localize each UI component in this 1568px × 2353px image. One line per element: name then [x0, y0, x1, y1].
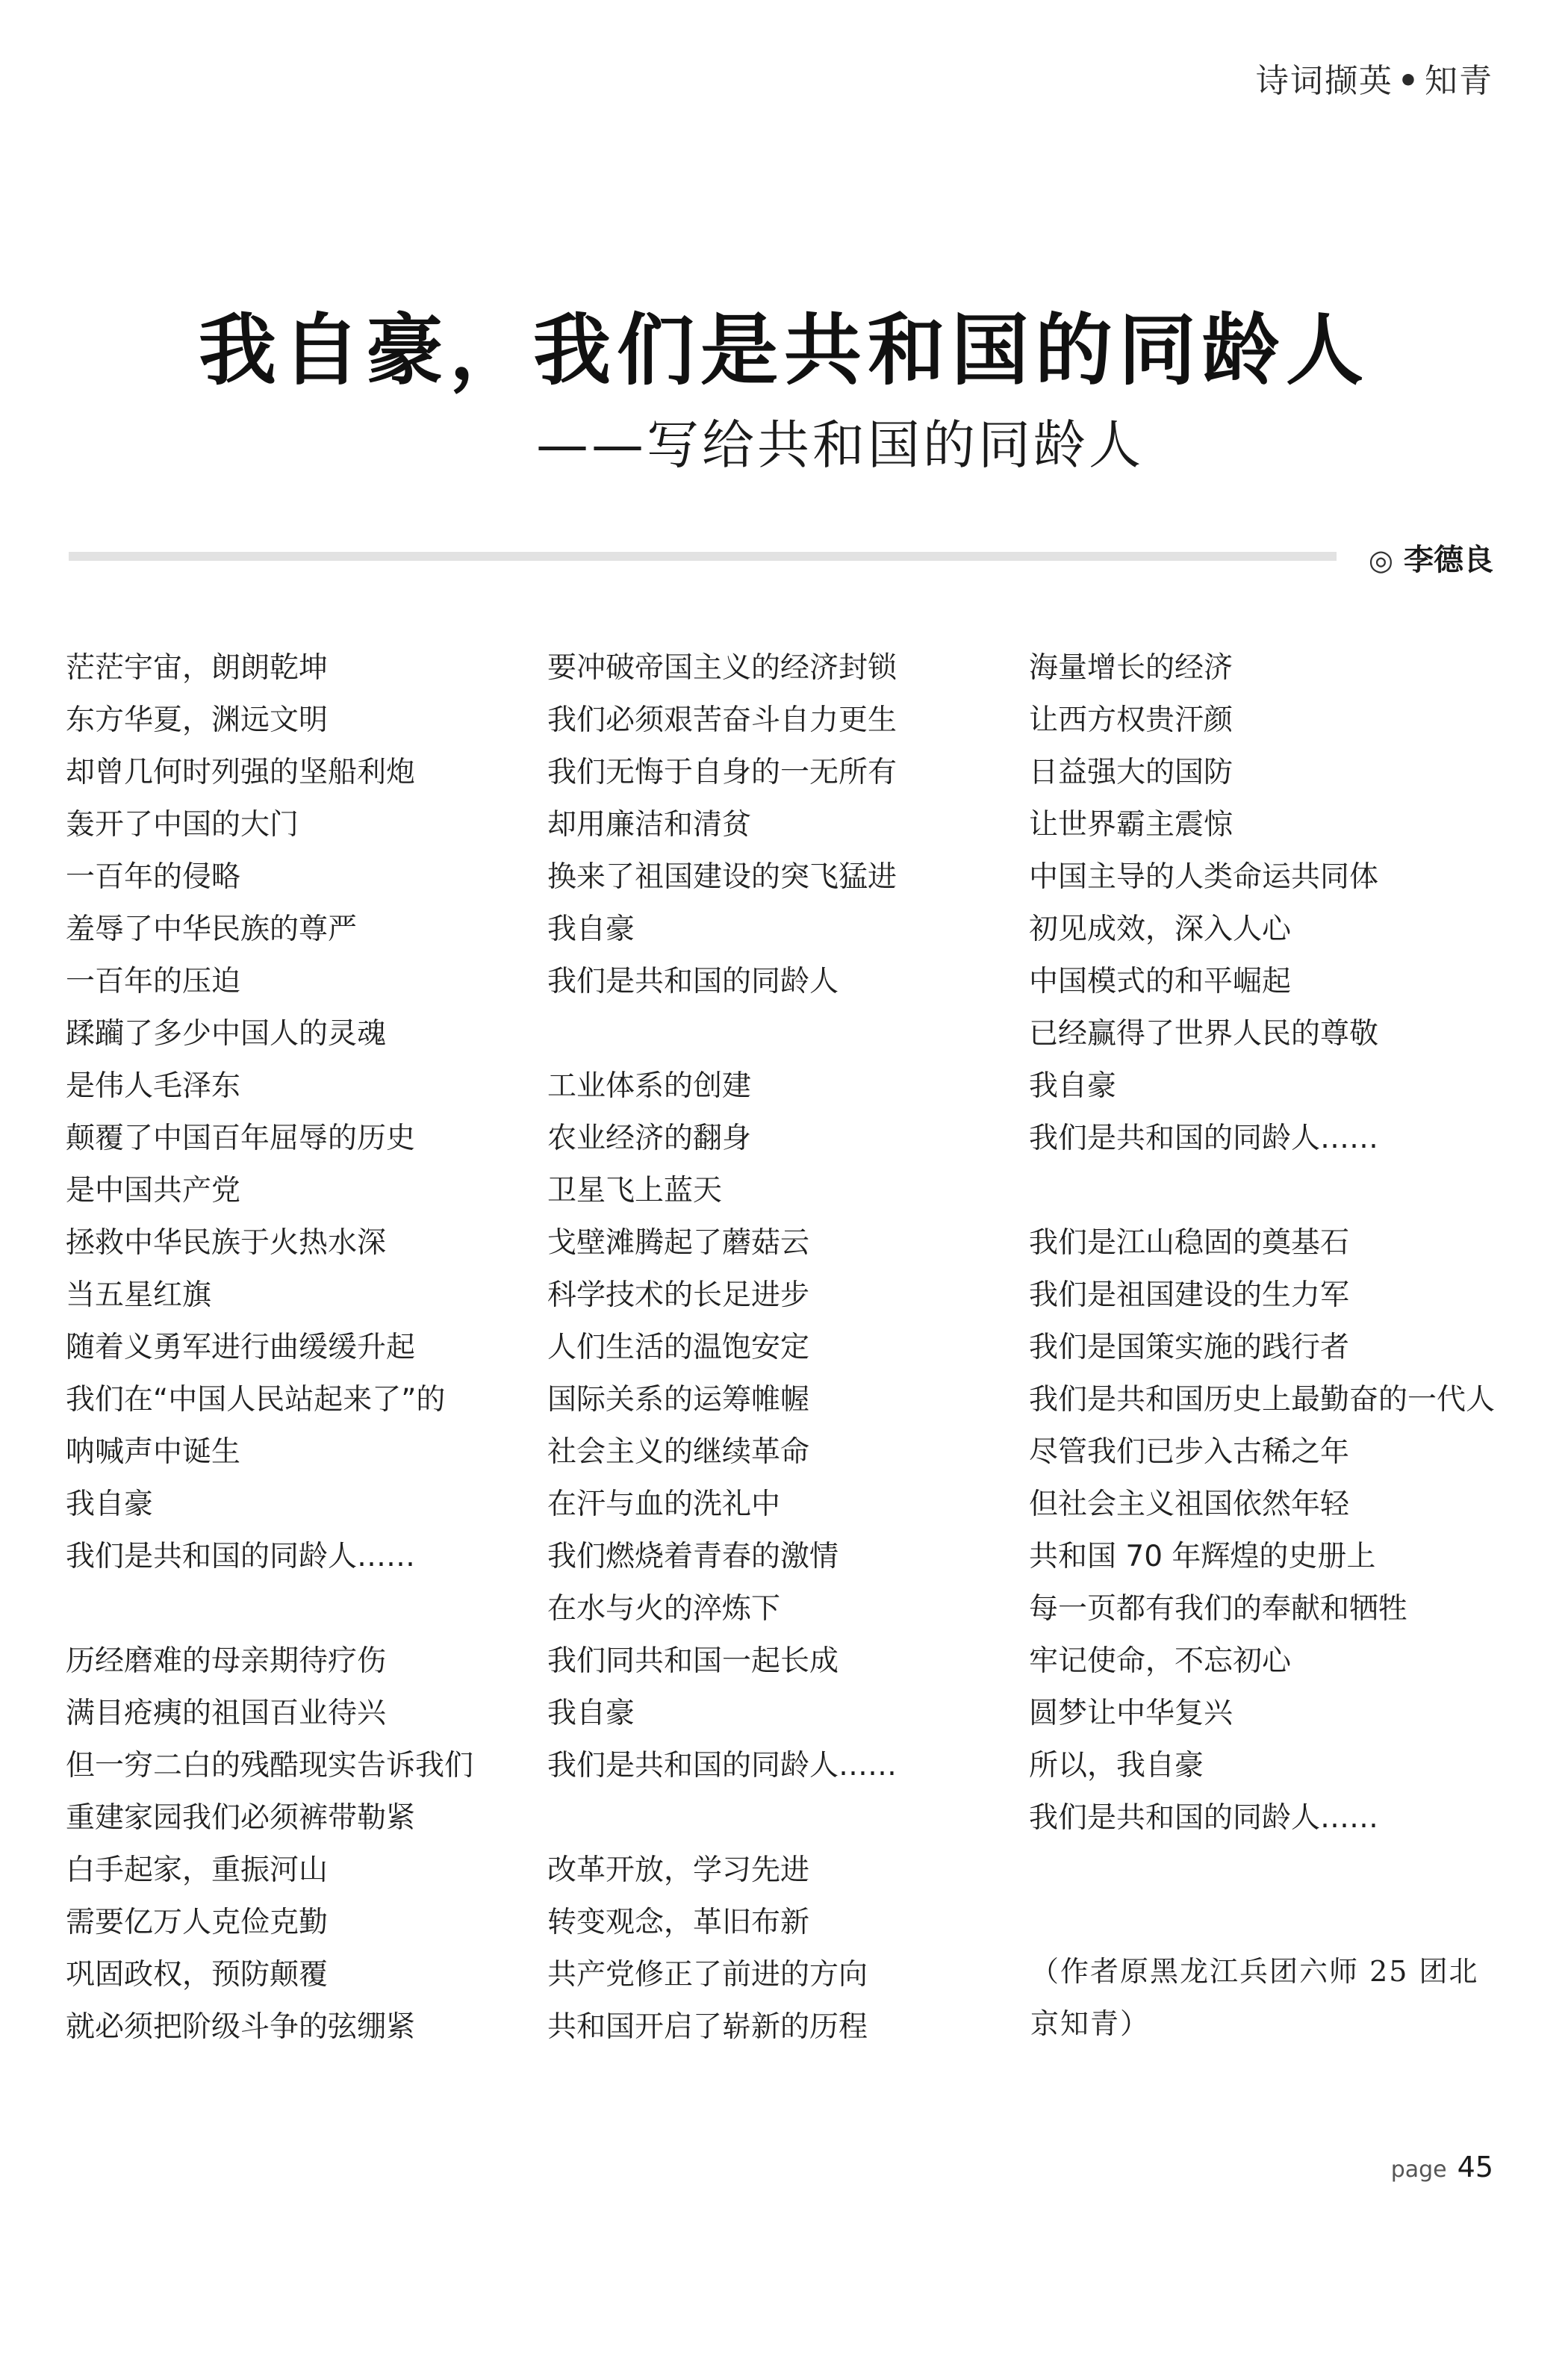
poem-line: 但社会主义祖国依然年轻: [1029, 1488, 1350, 1521]
poem-line: 农业经济的翻身: [547, 1122, 752, 1155]
poem-line: 转变观念，革旧布新: [547, 1906, 810, 1939]
stanza-break: [66, 1583, 473, 1635]
poem-line: 满目疮痍的祖国百业待兴: [66, 1697, 387, 1730]
poem-line: 在汗与血的洗礼中: [547, 1488, 781, 1521]
poem-line: 牢记使命，不忘初心: [1029, 1644, 1292, 1678]
poem-line: 我自豪: [66, 1488, 154, 1521]
poem-line: 羞辱了中华民族的尊严: [66, 913, 358, 946]
poem-line: 我们是共和国的同龄人……: [1029, 1801, 1379, 1835]
poem-line: 我们是共和国的同龄人……: [66, 1540, 416, 1573]
poem-line: 我们同共和国一起长成: [547, 1644, 839, 1678]
poem-line: 日益强大的国防: [1029, 756, 1233, 789]
poem-line: 卫星飞上蓝天: [547, 1174, 723, 1207]
poem-line: 我们是共和国历史上最勤奋的一代人: [1029, 1383, 1496, 1417]
poem-line: 呐喊声中诞生: [66, 1435, 241, 1469]
poem-line: 我们是江山稳固的奠基石: [1029, 1226, 1350, 1260]
section-label: 诗词撷英: [1255, 62, 1393, 100]
byline-mark-icon: ◎: [1368, 544, 1393, 576]
poem-line: 我们无悔于自身的一无所有: [547, 756, 897, 789]
poem-line: 我们必须艰苦奋斗自力更生: [547, 703, 897, 737]
poem-title: 我自豪，我们是共和国的同龄人: [198, 305, 1369, 396]
poem-line: 中国模式的和平崛起: [1029, 965, 1292, 998]
poem-line: 就必须把阶级斗争的弦绷紧: [66, 2010, 416, 2044]
poem-line: 让西方权贵汗颜: [1029, 703, 1233, 737]
poem-line: 需要亿万人克俭克勤: [66, 1906, 329, 1939]
poem-line: 工业体系的创建: [547, 1069, 752, 1103]
poem-line: 人们生活的温饱安定: [547, 1331, 810, 1364]
poem-line: 白手起家，重振河山: [66, 1853, 329, 1887]
section-tag: [1256, 54, 1493, 102]
poem-line: 戈壁滩腾起了蘑菇云: [547, 1226, 810, 1260]
byline: [1369, 536, 1493, 579]
poem-line: 我自豪: [547, 913, 635, 946]
poem-line: 已经赢得了世界人民的尊敬: [1029, 1017, 1379, 1051]
poem-line: 一百年的侵略: [66, 860, 241, 894]
author-name: 李德良: [1404, 543, 1493, 577]
poem-subtitle: ——写给共和国的同龄人: [536, 414, 1144, 476]
poem-line: 是中国共产党: [66, 1174, 241, 1207]
poem-line: 却曾几何时列强的坚船利炮: [66, 756, 416, 789]
poem-line: 蹂躏了多少中国人的灵魂: [66, 1017, 387, 1051]
section-sublabel: 知青: [1425, 62, 1493, 100]
stanza-break: [1029, 1165, 1495, 1217]
poem-line: 共产党修正了前进的方向: [547, 1958, 868, 1992]
poem-line: 共和国 70 年辉煌的史册上: [1029, 1540, 1376, 1573]
poem-line: 所以，我自豪: [1029, 1749, 1204, 1782]
poem-line: 我们是共和国的同龄人……: [1029, 1122, 1379, 1155]
poem-line: 初见成效，深入人心: [1029, 913, 1292, 946]
poem-line: 我们在“中国人民站起来了”的: [66, 1383, 446, 1417]
poem-line: 要冲破帝国主义的经济封锁: [547, 651, 897, 685]
poem-line: 尽管我们已步入古稀之年: [1029, 1435, 1350, 1469]
poem-line: 一百年的压迫: [66, 965, 241, 998]
page-number: 45: [1457, 2151, 1493, 2183]
page-folio: [1391, 2151, 1493, 2183]
poem-line: 历经磨难的母亲期待疗伤: [66, 1644, 387, 1678]
poem-line: 轰开了中国的大门: [66, 808, 299, 842]
poem-line: 东方华夏，渊远文明: [66, 703, 329, 737]
poem-column-3: [1029, 642, 1495, 1844]
author-note-line: （作者原黑龙江兵团六师 25 团北: [1030, 1955, 1479, 1988]
poem-line: 却用廉洁和清贫: [547, 808, 752, 842]
poem-line: 让世界霸主震惊: [1029, 808, 1233, 842]
poem-line: 当五星红旗: [66, 1278, 212, 1312]
poem-line: 我自豪: [547, 1697, 635, 1730]
poem-line: 在水与火的淬炼下: [547, 1592, 781, 1626]
poem-line: 中国主导的人类命运共同体: [1029, 860, 1379, 894]
poem-line: 社会主义的继续革命: [547, 1435, 810, 1469]
poem-line: 颠覆了中国百年屈辱的历史: [66, 1122, 416, 1155]
poem-column-1: [66, 642, 473, 2054]
poem-line: 每一页都有我们的奉献和牺牲: [1029, 1592, 1408, 1626]
section-separator: •: [1397, 62, 1420, 100]
poem-line: 圆梦让中华复兴: [1029, 1697, 1233, 1730]
poem-line: 但一穷二白的残酷现实告诉我们: [66, 1749, 474, 1782]
poem-line: 巩固政权，预防颠覆: [66, 1958, 329, 1992]
poem-line: 随着义勇军进行曲缓缓升起: [66, 1331, 416, 1364]
poem-line: 换来了祖国建设的突飞猛进: [547, 860, 897, 894]
poem-line: 我们燃烧着青春的激情: [547, 1540, 839, 1573]
poem-line: 重建家园我们必须裤带勒紧: [66, 1801, 416, 1835]
author-note-line: 京知青）: [1030, 2007, 1151, 2040]
author-note: [1030, 1945, 1508, 2050]
poem-line: 共和国开启了崭新的历程: [547, 2010, 868, 2044]
page-word: page: [1390, 2157, 1447, 2183]
poem-column-2: [547, 642, 897, 2054]
poem-line: 茫茫宇宙，朗朗乾坤: [66, 651, 329, 685]
poem-line: 是伟人毛泽东: [66, 1069, 241, 1103]
stanza-break: [547, 1008, 897, 1060]
poem-line: 我们是共和国的同龄人: [547, 965, 839, 998]
title-divider: [69, 552, 1337, 561]
poem-line: 海量增长的经济: [1029, 651, 1233, 685]
poem-line: 我自豪: [1029, 1069, 1117, 1103]
stanza-break: [547, 1792, 897, 1844]
poem-line: 拯救中华民族于火热水深: [66, 1226, 387, 1260]
poem-line: 我们是共和国的同龄人……: [547, 1749, 897, 1782]
poem-line: 我们是国策实施的践行者: [1029, 1331, 1350, 1364]
poem-line: 科学技术的长足进步: [547, 1278, 810, 1312]
poem-line: 改革开放，学习先进: [547, 1853, 810, 1887]
poem-line: 国际关系的运筹帷幄: [547, 1383, 810, 1417]
poem-line: 我们是祖国建设的生力军: [1029, 1278, 1350, 1312]
